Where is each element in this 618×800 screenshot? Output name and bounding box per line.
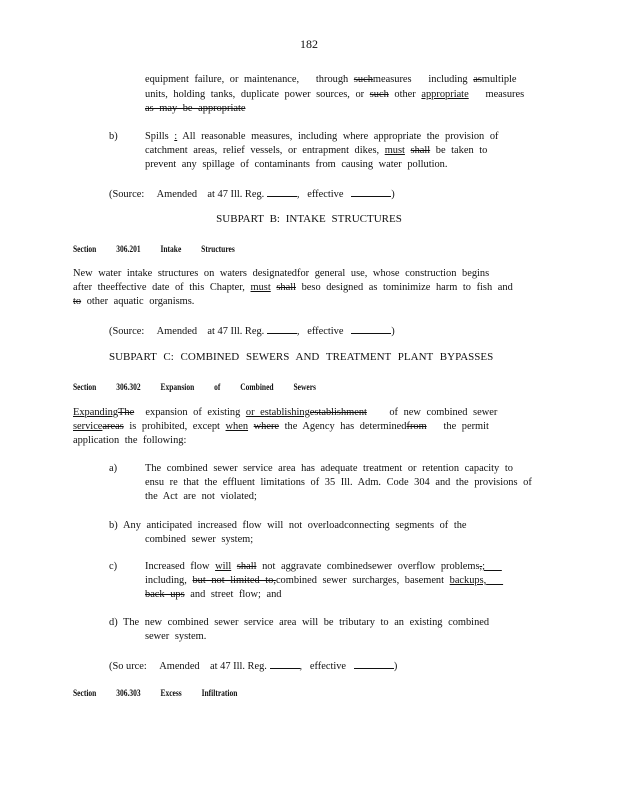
para-302-line-2: serviceareas is prohibited, except when where the Agency has determinedfrom the permit: [73, 421, 489, 432]
section-306-201-heading: Section 306.201 Intake Structures: [73, 243, 235, 255]
item-b2-line-1: Any anticipated increased flow will not overloadconnecting segments of the: [123, 520, 467, 531]
item-a-line-2: ensu re that the effluent limitations of 35 Ill. Adm. Code 304 and the provisions of: [145, 477, 532, 488]
item-b-line-2: catchment areas, relief vessels, or entrapment dikes, must shall be taken to: [145, 145, 488, 156]
item-d-marker: d): [109, 617, 118, 628]
para-201-line-2: after theeffective date of this Chapter, must shall beso designed as tominimize harm to fish and: [73, 282, 513, 293]
source-note-2: (Source: Amended at 47 Ill. Reg. , effective ): [109, 323, 395, 337]
item-c-line-2: including, but not limited to,combined sewer surcharges, basement backups,: [145, 575, 487, 586]
item-c-line-3: back ups and street flow; and: [145, 589, 282, 600]
para-302-line-3: application the following:: [73, 435, 187, 446]
item-d-line-2: sewer system.: [145, 631, 207, 642]
item-b2-line-2: combined sewer system;: [145, 534, 254, 545]
section-306-302-heading: Section 306.302 Expansion of Combined Sewers: [73, 381, 316, 393]
page-number: 182: [300, 37, 318, 51]
item-a-line-1: The combined sewer service area has adequate treatment or retention capacity to: [145, 463, 513, 474]
item-b-line-3: prevent any spillage of contaminants from causing water pollution.: [145, 159, 448, 170]
item-c-line-1: Increased flow will shall not aggravate combinedsewer overflow problems,;: [145, 561, 486, 572]
subpart-b-heading: SUBPART B: INTAKE STRUCTURES: [216, 213, 402, 225]
intro-line-2: units, holding tanks, duplicate power sources, or such other appropriate measures: [145, 89, 525, 100]
reg-blank: [267, 186, 297, 197]
item-d-line-1: The new combined sewer service area will be tributary to an existing combined: [123, 617, 490, 628]
intro-line-3: as may be appropriate: [145, 103, 246, 114]
item-b-line-1: Spills : All reasonable measures, including where appropriate the provision of: [145, 131, 499, 142]
para-302-line-1: ExpandingThe expansion of existing or establishingestablishment of new combined sewer: [73, 407, 498, 418]
item-a-marker: a): [109, 463, 118, 474]
para-201-line-1: New water intake structures on waters designatedfor general use, whose construction begins: [73, 268, 490, 279]
source-note-3: (So urce: Amended at 47 Ill. Reg. , effective ): [109, 658, 397, 672]
item-b-marker: b): [109, 131, 118, 142]
item-b2-marker: b): [109, 520, 118, 531]
effective-blank: [351, 186, 391, 197]
subpart-c-heading: SUBPART C: COMBINED SEWERS AND TREATMENT PLANT BYPASSES: [109, 351, 494, 363]
item-c-marker: c): [109, 561, 118, 572]
item-a-line-3: the Act are not violated;: [145, 491, 257, 502]
section-306-303-heading: Section 306.303 Excess Infiltration: [73, 687, 238, 699]
para-201-line-3: to other aquatic organisms.: [73, 296, 195, 307]
source-note-1: (Source: Amended at 47 Ill. Reg. , effective ): [109, 186, 395, 200]
intro-line-1: equipment failure, or maintenance, through suchmeasures including asmultiple: [145, 74, 517, 85]
